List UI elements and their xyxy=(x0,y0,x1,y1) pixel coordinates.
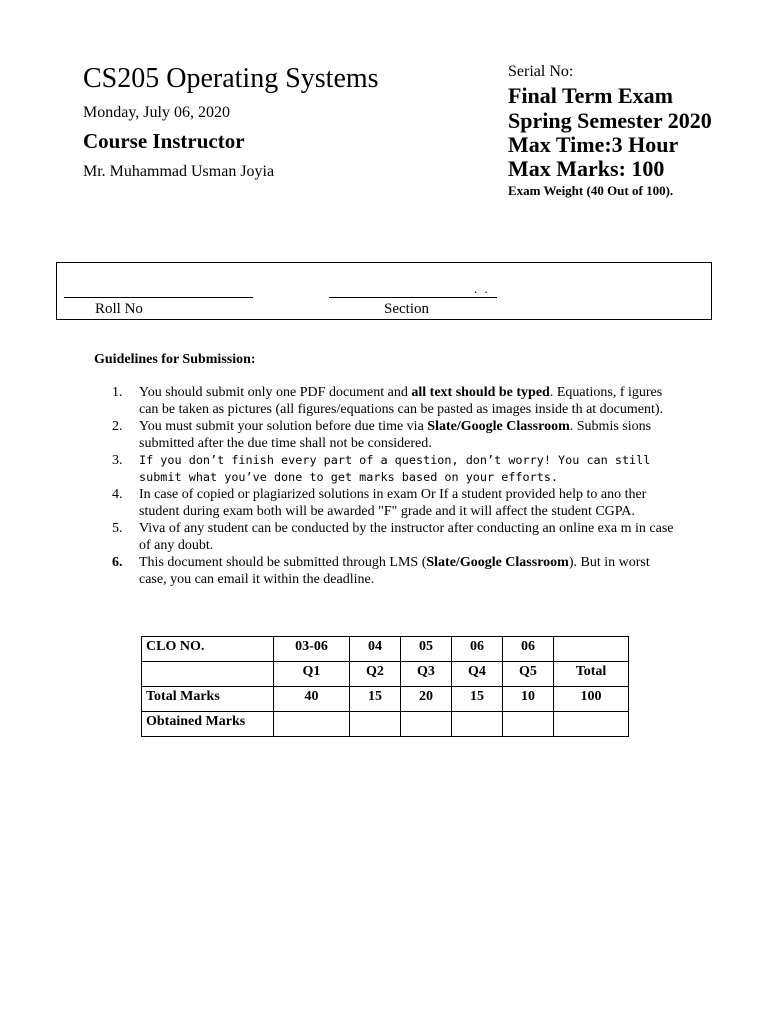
total-marks-cell: 15 xyxy=(350,687,401,712)
guideline-text: . Equations, f igures can be taken as pictures (all figures/equations can be pasted as images inside th at document). xyxy=(139,385,664,417)
obtained-marks-cell[interactable] xyxy=(350,712,401,737)
question-cell: Q5 xyxy=(503,662,554,687)
serial-no-label: Serial No: xyxy=(508,63,574,80)
question-cell: Q4 xyxy=(452,662,503,687)
guideline-text: You should submit only one PDF document and xyxy=(139,385,412,400)
clo-cell: 03-06 xyxy=(274,637,350,662)
guideline-number: 2. xyxy=(112,419,123,434)
guideline-item xyxy=(112,418,678,452)
marks-table xyxy=(141,636,629,737)
clo-cell: 05 xyxy=(401,637,452,662)
total-marks-cell: 40 xyxy=(274,687,350,712)
section-dots: . . xyxy=(474,281,490,296)
guideline-item xyxy=(112,452,678,486)
table-row xyxy=(142,637,629,662)
guideline-item xyxy=(112,520,678,554)
guideline-number: 4. xyxy=(112,487,123,502)
clo-cell xyxy=(554,637,629,662)
roll-no-label: Roll No xyxy=(95,301,143,317)
guideline-item xyxy=(112,384,678,418)
guideline-item xyxy=(112,554,678,588)
guideline-number: 6. xyxy=(112,555,123,570)
semester: Spring Semester 2020 xyxy=(508,108,712,133)
table-row xyxy=(142,687,629,712)
guideline-emphasis: Slate/Google Classroom xyxy=(427,419,570,434)
exam-date: Monday, July 06, 2020 xyxy=(83,104,230,121)
guideline-text: If you don’t finish every part of a question, don’t worry! You can still submit what you’ve done to get marks based on your efforts. xyxy=(139,453,651,484)
clo-cell: 06 xyxy=(503,637,554,662)
guideline-text: You must submit your solution before due time via xyxy=(139,419,428,434)
instructor-heading: Course Instructor xyxy=(83,129,245,153)
total-marks-cell: 10 xyxy=(503,687,554,712)
total-marks-cell: 15 xyxy=(452,687,503,712)
total-marks-cell: 100 xyxy=(554,687,629,712)
guideline-text: This document should be submitted through LMS ( xyxy=(139,555,427,570)
guideline-text: In case of copied or plagiarized solutions in exam Or If a student provided help to ano ther student during exam both will be awarded "F" grade and it will affect the student CGPA. xyxy=(139,487,647,519)
guideline-text: ). But in worst case, you can email it within the deadline. xyxy=(139,555,650,587)
guidelines-list xyxy=(112,384,678,588)
max-marks: Max Marks: 100 xyxy=(508,156,665,181)
exam-weight: Exam Weight (40 Out of 100). xyxy=(508,183,674,198)
guideline-number: 1. xyxy=(112,385,123,400)
empty-cell xyxy=(142,662,274,687)
question-cell: Q3 xyxy=(401,662,452,687)
section-label: Section xyxy=(384,301,429,317)
guideline-number: 3. xyxy=(112,453,123,468)
obtained-marks-cell[interactable] xyxy=(401,712,452,737)
obtained-marks-cell[interactable] xyxy=(274,712,350,737)
table-row xyxy=(142,712,629,737)
question-cell: Total xyxy=(554,662,629,687)
question-cell: Q2 xyxy=(350,662,401,687)
exam-name: Final Term Exam xyxy=(508,83,674,108)
section-field[interactable] xyxy=(329,297,497,298)
guidelines-heading: Guidelines for Submission: xyxy=(94,352,256,367)
guideline-emphasis: all text should be typed xyxy=(411,385,550,400)
guideline-number: 5. xyxy=(112,521,123,536)
obtained-marks-label: Obtained Marks xyxy=(142,712,274,737)
total-marks-cell: 20 xyxy=(401,687,452,712)
obtained-marks-cell[interactable] xyxy=(554,712,629,737)
question-cell: Q1 xyxy=(274,662,350,687)
table-row xyxy=(142,662,629,687)
total-marks-label: Total Marks xyxy=(142,687,274,712)
guideline-text: Viva of any student can be conducted by the instructor after conducting an online exa m in case of any doubt. xyxy=(139,521,674,553)
guideline-item xyxy=(112,486,678,520)
clo-cell: 04 xyxy=(350,637,401,662)
guideline-text: . Submis sions submitted after the due time shall not be considered. xyxy=(139,419,652,451)
roll-no-field[interactable] xyxy=(64,297,253,298)
instructor-name: Mr. Muhammad Usman Joyia xyxy=(83,163,275,180)
clo-label-cell: CLO NO. xyxy=(142,637,274,662)
obtained-marks-cell[interactable] xyxy=(452,712,503,737)
clo-cell: 06 xyxy=(452,637,503,662)
max-time: Max Time:3 Hour xyxy=(508,132,679,157)
guideline-emphasis: Slate/Google Classroom xyxy=(426,555,569,570)
obtained-marks-cell[interactable] xyxy=(503,712,554,737)
course-title: CS205 Operating Systems xyxy=(83,63,379,94)
